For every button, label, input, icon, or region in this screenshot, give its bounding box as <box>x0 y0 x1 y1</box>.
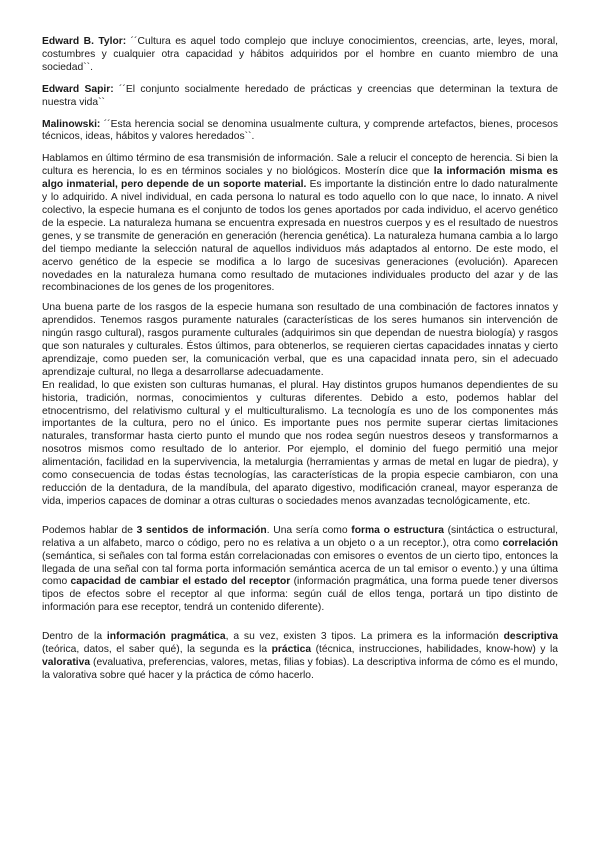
paragraph-pragmatica: Dentro de la información pragmática, a su vez, existen 3 tipos. La primera es la información descriptiva (teórica, datos, el saber qué), la segunda es la práctica (técnica, instrucciones, habilidades, know-how) y la valorativa (evaluativa, preferencias, valores, metas, filias y fobias). La descriptiva informa de cómo es el mundo, la valorativa sobre qué hacer y la práctica de cómo hacerlo. <box>42 631 558 681</box>
quote-author: Edward B. Tylor: <box>42 36 127 47</box>
quote-text: ´´Cultura es aquel todo complejo que incluye conocimientos, creencias, arte, leyes, moral, costumbres y cualquier otra capacidad y hábitos adquiridos por el hombre en cuanto miembro de una sociedad``. <box>42 36 558 73</box>
emphasis: correlación <box>502 537 558 549</box>
quote-text: ´´El conjunto socialmente heredado de prácticas y creencias que determinan la textura de nuestra vida`` <box>42 83 559 108</box>
quote-tylor <box>42 36 558 75</box>
paragraph-rasgos: Una buena parte de los rasgos de la especie humana son resultado de una combinación de factores innatos y aprendidos. Tenemos rasgos puramente naturales (características de los seres humanos sin intervención de ningún rasgo cultural), rasgos puramente culturales (adquirimos sin que dependan de nuestra biología) y rasgos que son naturales y culturales. Éstos últimos, para obtenerlos, se requieren ciertas capacidades innatas y cierto aprendizaje, como pueden ser, la comunicación verbal, que es una capacidad innata pero, sin el adecuado aprendizaje cultural, no llega a desarrollarse adecuadamente. <box>42 302 558 378</box>
paragraph-sentidos: Podemos hablar de 3 sentidos de información. Una sería como forma o estructura (sintáctica o estructural, relativa a un alfabeto, marco o código, pero no es relativa a un objeto o a un receptor.), otra como correlación (semántica, si señales con tal forma están correlacionadas con emisores o eventos de un cierto tipo, entonces la llegada de una señal con tal forma porta información semántica acerca de un tal emisor o evento.) y una última como capacidad de cambiar el estado del receptor (información pragmática, una forma puede tener diversos tipos de efectos sobre el receptor al que informa: según cuál de ellos tenga, portará un tipo distinto de información para ese receptor, tendrá un contenido diferente). <box>42 524 559 614</box>
emphasis: descriptiva <box>503 631 558 643</box>
quote-author: Edward Sapir: <box>42 83 114 95</box>
emphasis: capacidad de cambiar el estado del receptor <box>70 576 291 588</box>
quote-author: Malinowski: <box>42 118 101 130</box>
emphasis: información pragmática <box>106 631 226 643</box>
emphasis: forma o estructura <box>351 524 444 536</box>
paragraph-culturas: En realidad, lo que existen son culturas humanas, el plural. Hay distintos grupos humanos dependientes de su historia, tradición, normas, conocimientos y culturas diferentes. Debido a esto, podemos hablar del etnocentrismo, del relativismo cultural y el multiculturalismo. La tecnología es uno de los componentes más importantes de la cultura, pero no el único. Es importante pues nos permite superar ciertas limitaciones naturales, transformar hasta cierto punto el mundo que nos rodea según nuestros deseos y transformarnos a nosotros mismos como resultado de lo anterior. Por ejemplo, el dominio del fuego permitió una mejor alimentación, facilidad en la supervivencia, la metalurgia (herramientas y armas de metal en lugar de piedra), y como consecuencia de todas éstas tecnologías, las características de la propia especie cambiaron, con una reducción de la dentadura, de la mandíbula, del aparato digestivo, modificación craneal, mayor esperanza de vida, imperios capaces de dominar a otras culturas o sociedades menos avanzadas tecnológicamente, etc. <box>42 379 558 507</box>
quote-sapir <box>42 84 558 110</box>
quote-malinowski <box>42 119 558 145</box>
quote-text: ´´Esta herencia social se denomina usualmente cultura, y comprende artefactos, bienes, procesos técnicos, ideas, hábitos y valores heredados``. <box>42 118 558 143</box>
emphasis: la información misma es algo inmaterial, pero depende de un soporte material. <box>42 166 558 191</box>
paragraph-herencia: Hablamos en último término de esa transmisión de información. Sale a relucir el concepto de herencia. Si bien la cultura es herencia, lo es en términos sociales y no biológicos. Mosterín dice que la información misma es algo inmaterial, pero depende de un soporte material. Es importante la distinción entre lo dado naturalmente y lo adquirido. A nivel individual, en cada persona lo natural es todo aquello con lo que nace, lo innato. A nivel colectivo, la especie humana es el conjunto de todos los genes aportados por cada individuo, el acervo genético de la especie. La naturaleza humana se encuentra expresada en nuestros cuerpos y es el resultado de nuestros genes, y se transmite de generación en generación (herencia genética). La naturaleza humana cambia a lo largo del tiempo mediante la selección natural de aquellos individuos más adaptados al entorno. De este modo, el acervo genético de la especie se modifica a lo largo de sucesivas generaciones (evolución). Aparecen novedades en la naturaleza humana como resultado de mutaciones individuales producto del azar y de las recombinaciones de los genes de los progenitores. <box>42 153 558 294</box>
emphasis: valorativa <box>42 656 91 668</box>
emphasis: práctica <box>271 644 312 656</box>
emphasis: 3 sentidos de información <box>136 524 267 536</box>
